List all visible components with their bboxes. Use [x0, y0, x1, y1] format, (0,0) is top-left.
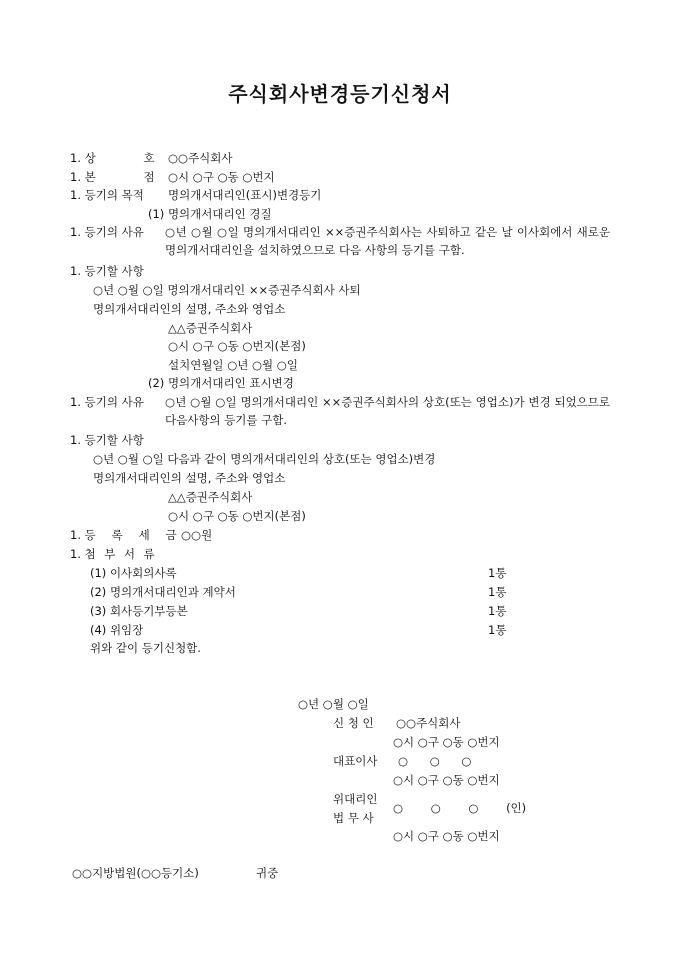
label-sangho: 상 호 — [84, 151, 155, 165]
matters1-line2: 명의개서대리인의 설명, 주소와 영업소 — [93, 302, 286, 316]
reason2-text: ○년 ○월 ○일 명의개서대리인 ××증권주식회사의 상호(또는 영업소)가 변경 되었으므로 다음사항의 등기를 구함. — [165, 395, 610, 427]
label-attach: 첨 부 서 류 — [84, 547, 155, 561]
label-bonjeom: 본 점 — [84, 170, 155, 184]
attach-count: 1통 — [488, 566, 507, 580]
item-matters2 — [70, 432, 144, 448]
matters2-line1: ○년 ○월 ○일 다음과 같이 명의개서대리인의 상호(또는 영업소)변경 — [93, 452, 436, 466]
matters2-line3: △△증권주식회사 — [168, 490, 253, 504]
attach-count: 1통 — [488, 623, 507, 637]
applicant-label: 신 청 인 — [333, 716, 374, 730]
matters2-line2: 명의개서대리인의 설명, 주소와 영업소 — [93, 471, 286, 485]
matters1-line4: ○시 ○구 ○동 ○번지(본점) — [168, 339, 306, 353]
bullet: 1. — [70, 170, 81, 184]
rep-label: 대표이사 — [333, 754, 378, 768]
value-tax: ○○원 — [181, 528, 213, 542]
attach-item: (4) 위임장 — [90, 623, 144, 637]
attach-item: (2) 명의개서대리인과 계약서 — [90, 585, 236, 599]
bullet: 1. — [70, 225, 81, 239]
bullet: 1. — [70, 547, 81, 561]
matters1-line3: △△증권주식회사 — [168, 321, 253, 335]
value-purpose: 명의개서대리인(표시)변경등기 — [168, 188, 322, 202]
attach-count: 1통 — [488, 585, 507, 599]
closing-statement: 위와 같이 등기신청함. — [90, 641, 201, 655]
rep-name: ○ ○ ○ — [398, 754, 472, 768]
attach-count: 1통 — [488, 604, 507, 618]
item-bonjeom — [70, 169, 155, 185]
applicant-address: ○시 ○구 ○동 ○번지 — [393, 735, 500, 749]
rep-address: ○시 ○구 ○동 ○번지 — [393, 773, 500, 787]
item-tax — [70, 527, 177, 543]
attach-item: (1) 이사회의사록 — [90, 566, 177, 580]
sub2-heading: (2) 명의개서대리인 표시변경 — [148, 376, 294, 390]
label-reason1: 등기의 사유 — [84, 225, 144, 239]
bullet: 1. — [70, 528, 81, 542]
label-reason2: 등기의 사유 — [84, 395, 144, 409]
bullet: 1. — [70, 433, 81, 447]
signature-date: ○년 ○월 ○일 — [298, 697, 369, 711]
reason1-text: ○년 ○월 ○일 명의개서대리인 ××증권주식회사는 사퇴하고 같은 날 이사회에서 새로운 명의개서대리인을 설치하였으므로 다음 사항의 등기를 구함. — [165, 225, 610, 257]
item-matters1 — [70, 263, 144, 279]
bullet: 1. — [70, 264, 81, 278]
document-title: 주식회사변경등기신청서 — [228, 82, 452, 106]
court-name: ○○지방법원(○○등기소) — [72, 866, 199, 880]
agent-name-seal: ○ ○ ○ (인) — [393, 801, 527, 815]
label-matters2: 등기할 사항 — [84, 433, 144, 447]
applicant-name: ○○주식회사 — [396, 716, 461, 730]
bullet: 1. — [70, 188, 81, 202]
value-bonjeom: ○시 ○구 ○동 ○번지 — [168, 170, 275, 184]
value-sangho: ○○주식회사 — [168, 151, 233, 165]
agent-label-1: 위대리인 — [333, 792, 378, 806]
agent-address: ○시 ○구 ○동 ○번지 — [393, 829, 500, 843]
item-attach — [70, 546, 155, 562]
label-purpose: 등기의 목적 — [84, 188, 144, 202]
item-reason2 — [70, 394, 144, 410]
item-sangho — [70, 150, 155, 166]
matters2-line4: ○시 ○구 ○동 ○번지(본점) — [168, 509, 306, 523]
attach-item: (3) 회사등기부등본 — [90, 604, 188, 618]
label-matters1: 등기할 사항 — [84, 264, 144, 278]
bullet: 1. — [70, 151, 81, 165]
item-purpose — [70, 187, 144, 203]
label-tax: 등 록 세 금 — [84, 528, 177, 542]
item-reason1 — [70, 224, 144, 240]
matters1-line1: ○년 ○월 ○일 명의개서대리인 ××증권주식회사 사퇴 — [93, 283, 361, 297]
bullet: 1. — [70, 395, 81, 409]
sub1-heading: (1) 명의개서대리인 경질 — [148, 207, 272, 221]
agent-label-2: 법 무 사 — [333, 811, 374, 825]
matters1-line5: 설치연월일 ○년 ○월 ○일 — [168, 358, 298, 372]
court-suffix: 귀중 — [256, 866, 279, 880]
